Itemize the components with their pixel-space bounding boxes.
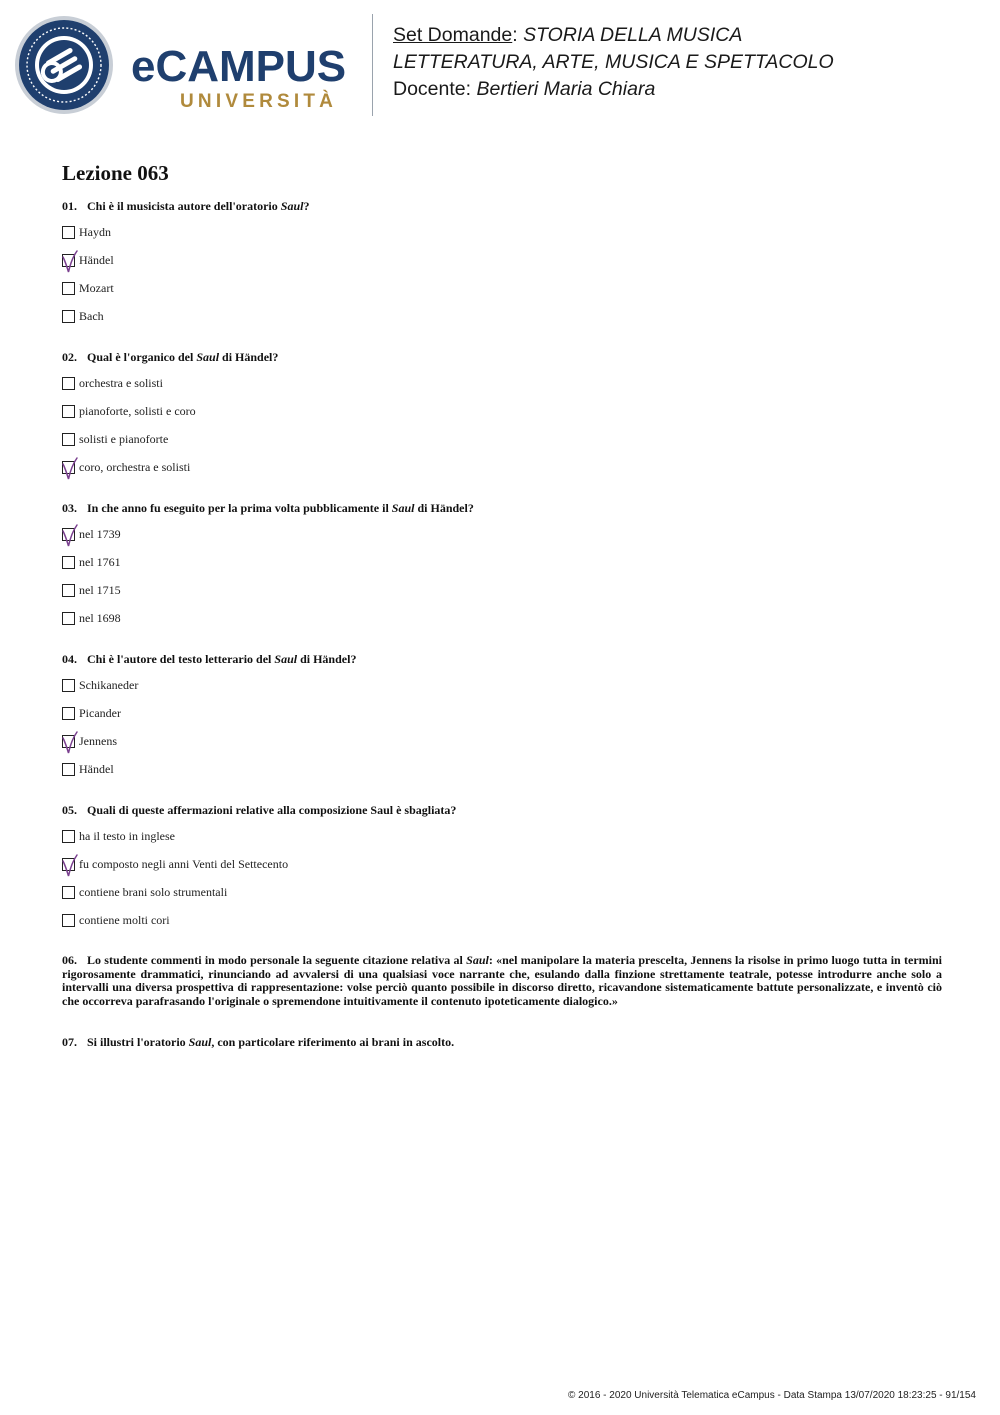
- svg-text:eCAMPUS: eCAMPUS: [131, 42, 347, 91]
- question-02-option-1[interactable]: orchestra e solisti: [62, 375, 163, 391]
- question-03-option-2[interactable]: nel 1761: [62, 554, 121, 570]
- question-01-option-4[interactable]: Bach: [62, 308, 104, 324]
- question-05-title: 05. Quali di queste affermazioni relative alla composizione Saul è sbagliata?: [62, 803, 457, 817]
- question-04-option-4[interactable]: Händel: [62, 761, 114, 777]
- question-02-option-3[interactable]: solisti e pianoforte: [62, 431, 168, 447]
- question-04-option-3[interactable]: Jennens: [62, 733, 117, 749]
- checkbox[interactable]: [62, 377, 75, 390]
- set-label: Set Domande: [393, 24, 513, 46]
- set-title-line2: LETTERATURA, ARTE, MUSICA E SPETTACOLO: [393, 51, 834, 73]
- checkbox[interactable]: [62, 433, 75, 446]
- question-01-option-3[interactable]: Mozart: [62, 280, 114, 296]
- question-05-option-1[interactable]: ha il testo in inglese: [62, 828, 175, 844]
- question-05-option-3[interactable]: contiene brani solo strumentali: [62, 884, 227, 900]
- checkbox[interactable]: [62, 612, 75, 625]
- ecampus-logo: [14, 14, 359, 116]
- checkbox[interactable]: [62, 226, 75, 239]
- checkbox[interactable]: [62, 707, 75, 720]
- question-01-title: 01. Chi è il musicista autore dell'oratorio Saul?: [62, 199, 310, 213]
- checkbox[interactable]: [62, 858, 75, 871]
- teacher: [393, 76, 834, 103]
- footer-print-info: © 2016 - 2020 Università Telematica eCampus - Data Stampa 13/07/2020 18:23:25 - 91/154: [568, 1390, 976, 1401]
- check-mark-icon: [60, 249, 80, 275]
- lesson-title: Lezione 063: [62, 161, 169, 185]
- question-02-option-2[interactable]: pianoforte, solisti e coro: [62, 403, 196, 419]
- checkbox[interactable]: [62, 830, 75, 843]
- question-05-option-4[interactable]: contiene molti cori: [62, 912, 170, 928]
- question-01-option-1[interactable]: Haydn: [62, 224, 111, 240]
- set-title: [393, 22, 834, 49]
- teacher-name: Bertieri Maria Chiara: [476, 78, 656, 100]
- question-04-title: 04. Chi è l'autore del testo letterario del Saul di Händel?: [62, 652, 357, 666]
- checkbox[interactable]: [62, 528, 75, 541]
- set-title-line1: STORIA DELLA MUSICA: [523, 24, 743, 46]
- header-divider: [372, 14, 373, 116]
- question-03-title: 03. In che anno fu eseguito per la prima volta pubblicamente il Saul di Händel?: [62, 501, 474, 515]
- checkbox[interactable]: [62, 405, 75, 418]
- question-02-title: 02. Qual è l'organico del Saul di Händel?: [62, 350, 279, 364]
- question-03-option-3[interactable]: nel 1715: [62, 582, 121, 598]
- question-04-option-1[interactable]: Schikaneder: [62, 677, 138, 693]
- question-05-option-2[interactable]: fu composto negli anni Venti del Settecento: [62, 856, 288, 872]
- question-03-option-1[interactable]: nel 1739: [62, 526, 121, 542]
- checkbox[interactable]: [62, 310, 75, 323]
- check-mark-icon: [60, 853, 80, 879]
- set-separator: :: [512, 24, 518, 46]
- check-mark-icon: [60, 456, 80, 482]
- checkbox[interactable]: [62, 254, 75, 267]
- teacher-label: Docente:: [393, 78, 472, 100]
- check-mark-icon: [60, 523, 80, 549]
- checkbox[interactable]: [62, 584, 75, 597]
- check-mark-icon: [60, 730, 80, 756]
- checkbox[interactable]: [62, 282, 75, 295]
- question-02-option-4[interactable]: coro, orchestra e solisti: [62, 459, 190, 475]
- checkbox[interactable]: [62, 886, 75, 899]
- checkbox[interactable]: [62, 914, 75, 927]
- checkbox[interactable]: [62, 556, 75, 569]
- question-04-option-2[interactable]: Picander: [62, 705, 121, 721]
- question-06-text: 06. Lo studente commenti in modo personale la seguente citazione relativa al Saul: «nel manipolare la materia prescelta, Jennens la risolse in primo luogo tutta in termini rigorosamente drammatici, rinunciando ad avvalersi di una qualsiasi voce narrante che, esulando dalla finzione strettamente teatrale, potesse introdurre anche solo a intervalli una diversa prospettiva di rappresentazione: volse perciò quanto possibile in discorso diretto, ricavandone sistematicamente battute personalizzate, e inventò ciò che occorreva parafrasando l'originale o spremendone intuitivamente il contenuto ipoteticamente dialogico.»: [62, 953, 942, 1008]
- question-03-option-4[interactable]: nel 1698: [62, 610, 121, 626]
- checkbox[interactable]: [62, 735, 75, 748]
- header-info: [393, 22, 834, 103]
- question-07-title: 07. Si illustri l'oratorio Saul, con particolare riferimento ai brani in ascolto.: [62, 1035, 455, 1049]
- svg-text:UNIVERSITÀ: UNIVERSITÀ: [180, 91, 338, 112]
- question-01-option-2[interactable]: Händel: [62, 252, 114, 268]
- checkbox[interactable]: [62, 461, 75, 474]
- checkbox[interactable]: [62, 679, 75, 692]
- checkbox[interactable]: [62, 763, 75, 776]
